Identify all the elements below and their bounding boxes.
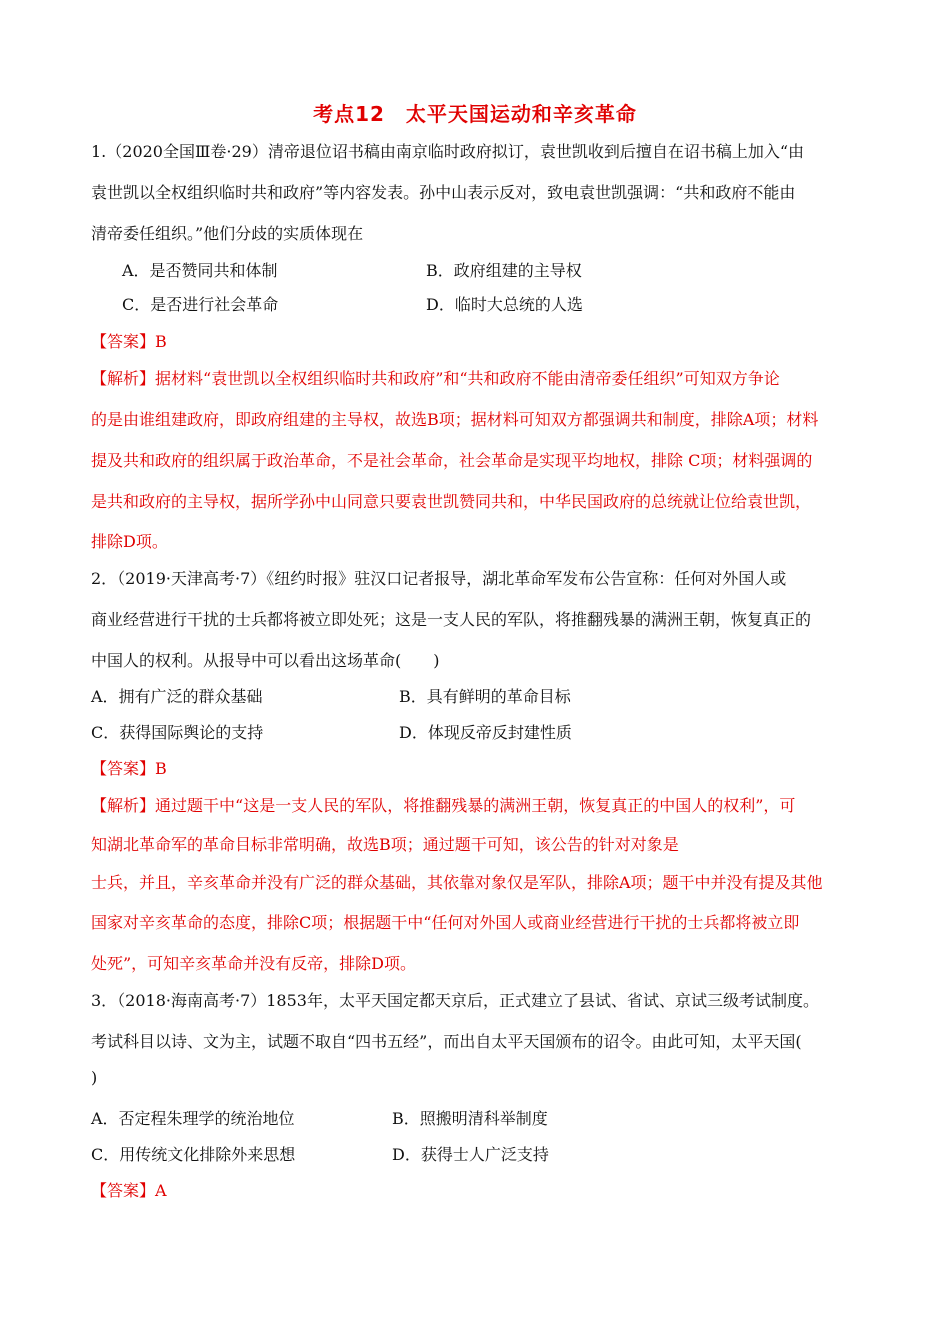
q3-option-c: C．用传统文化排除外来思想 bbox=[91, 1145, 296, 1164]
q2-stem-line-1: 2．（2019·天津高考·7）《纽约时报》驻汉口记者报导，湖北革命军发布公告宣称：任何对外国人或 bbox=[91, 569, 787, 588]
q2-stem-line-2: 商业经营进行干扰的士兵都将被立即处死；这是一支人民的军队，将推翻残暴的满洲王朝，恢复真正的 bbox=[91, 610, 812, 629]
q1-option-a: A．是否赞同共和体制 bbox=[122, 261, 278, 280]
q2-option-d: D．体现反帝反封建性质 bbox=[399, 723, 572, 742]
q1-stem-line-3: 清帝委任组织。”他们分歧的实质体现在 bbox=[91, 224, 364, 243]
q1-analysis-text: 据材料“袁世凯以全权组织临时共和政府”和“共和政府不能由清帝委任组织”可知双方争论 bbox=[155, 369, 780, 388]
q1-option-b: B．政府组建的主导权 bbox=[426, 261, 582, 280]
q2-stem-line-3: 中国人的权利。从报导中可以看出这场革命( ) bbox=[91, 651, 440, 670]
q1-stem-line-1: 1.（2020全国Ⅲ卷·29）清帝退位诏书稿由南京临时政府拟订，袁世凯收到后擅自在诏书稿上加入“由 bbox=[91, 142, 805, 161]
q1-answer: 【答案】B bbox=[91, 332, 167, 351]
q1-analysis-line-4: 是共和政府的主导权，据所学孙中山同意只要袁世凯赞同共和，中华民国政府的总统就让位给袁世凯， bbox=[91, 492, 812, 511]
q1-option-c: C．是否进行社会革命 bbox=[122, 295, 279, 314]
q1-analysis-tag: 【解析】 bbox=[91, 369, 156, 388]
q2-analysis-text: 通过题干中“这是一支人民的军队，将推翻残暴的满洲王朝，恢复真正的中国人的权利”，可 bbox=[155, 796, 796, 815]
q3-option-a: A．否定程朱理学的统治地位 bbox=[91, 1109, 295, 1128]
q3-stem-line-2: 考试科目以诗、文为主，试题不取自“四书五经”，而出自太平天国颁布的诏令。由此可知，太平天国( bbox=[91, 1032, 802, 1051]
q2-analysis-line-3: 士兵，并且，辛亥革命并没有广泛的群众基础，其依靠对象仅是军队，排除A项；题干中并没有提及其他 bbox=[91, 873, 823, 892]
q2-option-a: A．拥有广泛的群众基础 bbox=[91, 687, 263, 706]
q1-analysis-line-1 bbox=[91, 366, 780, 389]
q1-analysis-line-5: 排除D项。 bbox=[91, 532, 168, 551]
q2-option-c: C．获得国际舆论的支持 bbox=[91, 723, 264, 742]
q3-option-b: B．照搬明清科举制度 bbox=[392, 1109, 548, 1128]
q1-stem-line-2: 袁世凯以全权组织临时共和政府”等内容发表。孙中山表示反对，致电袁世凯强调：“共和政府不能由 bbox=[91, 183, 796, 202]
q2-analysis-line-1 bbox=[91, 793, 795, 816]
q1-analysis-line-3: 提及共和政府的组织属于政治革命，不是社会革命，社会革命是实现平均地权，排除 C项；材料强调的 bbox=[91, 451, 813, 470]
q2-analysis-line-2: 知湖北革命军的革命目标非常明确，故选B项；通过题干可知，该公告的针对对象是 bbox=[91, 835, 679, 854]
q2-option-b: B．具有鲜明的革命目标 bbox=[399, 687, 571, 706]
q1-option-d: D．临时大总统的人选 bbox=[426, 295, 583, 314]
q2-analysis-line-4: 国家对辛亥革命的态度，排除C项；根据题干中“任何对外国人或商业经营进行干扰的士兵都将被立即 bbox=[91, 913, 800, 932]
page-title: 考点12 太平天国运动和辛亥革命 bbox=[313, 102, 637, 126]
q2-analysis-tag: 【解析】 bbox=[91, 796, 156, 815]
q3-option-d: D．获得士人广泛支持 bbox=[392, 1145, 549, 1164]
q3-stem-line-1: 3．（2018·海南高考·7）1853年，太平天国定都天京后，正式建立了县试、省试、京试三级考试制度。 bbox=[91, 991, 819, 1010]
q3-stem-line-3: ) bbox=[91, 1068, 98, 1087]
q2-answer: 【答案】B bbox=[91, 759, 167, 778]
q1-analysis-line-2: 的是由谁组建政府，即政府组建的主导权，故选B项；据材料可知双方都强调共和制度，排除A项；材料 bbox=[91, 410, 819, 429]
q3-answer: 【答案】A bbox=[91, 1181, 167, 1200]
q2-analysis-line-5: 处死”，可知辛亥革命并没有反帝，排除D项。 bbox=[91, 954, 417, 973]
